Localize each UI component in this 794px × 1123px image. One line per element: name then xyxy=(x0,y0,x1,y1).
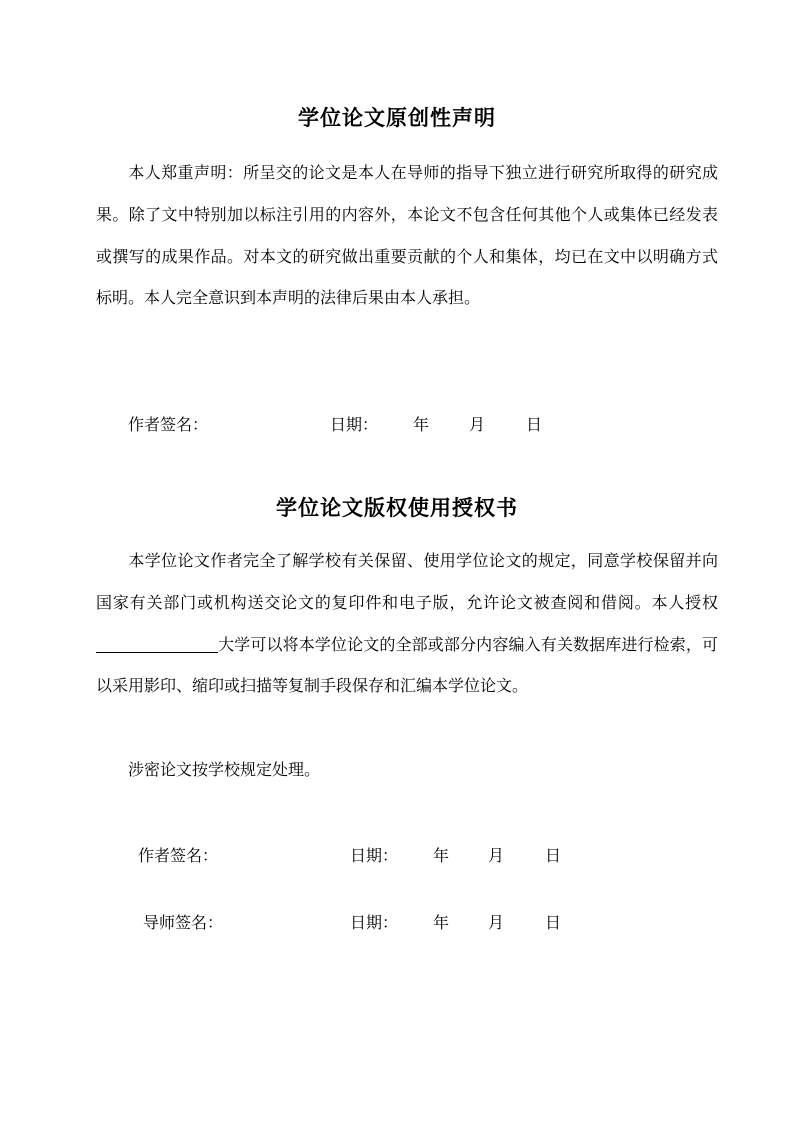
month-label: 月 xyxy=(469,415,486,434)
year-label: 年 xyxy=(413,415,430,434)
declaration-text: 本人郑重声明：所呈交的论文是本人在导师的指导下独立进行研究所取得的研究成果。除了文中特别加以标注引用的内容外，本论文不包含任何其他个人或集体已经发表或撰写的成果作品。对本文的研究做出重要贡献的个人和集体，均已在文中以明确方式标明。本人完全意识到本声明的法律后果由本人承担。 xyxy=(96,163,718,308)
author-signature-label: 作者签名： xyxy=(128,415,209,434)
month-label: 月 xyxy=(488,913,505,932)
month-label: 月 xyxy=(488,846,505,865)
year-label: 年 xyxy=(433,846,450,865)
authorization-text-part2: 大学可以将本学位论文的全部或部分内容编入有关数据库进行检索，可以采用影印、缩印或扫描等复制手段保存和汇编本学位论文。 xyxy=(96,634,718,696)
declaration-body xyxy=(96,152,718,319)
day-label: 日 xyxy=(545,846,562,865)
authorization-author-signature-line xyxy=(0,843,794,865)
day-label: 日 xyxy=(526,415,543,434)
date-label: 日期： xyxy=(350,846,399,865)
university-name-blank[interactable] xyxy=(96,636,218,653)
declaration-signature-line xyxy=(0,412,794,434)
authorization-text-part1: 本学位论文作者完全了解学校有关保留、使用学位论文的规定，同意学校保留并向国家有关部门或机构送交论文的复印件和电子版，允许论文被查阅和借阅。本人授权 xyxy=(96,551,718,612)
authorization-body xyxy=(96,540,718,707)
date-label: 日期： xyxy=(350,913,399,932)
supervisor-signature-label: 导师签名： xyxy=(143,913,224,932)
year-label: 年 xyxy=(433,913,450,932)
supervisor-signature-line xyxy=(0,910,794,932)
declaration-title: 学位论文原创性声明 xyxy=(298,106,496,130)
authorization-title: 学位论文版权使用授权书 xyxy=(276,496,518,520)
author-signature-label: 作者签名： xyxy=(138,846,219,865)
secret-note: 涉密论文按学校规定处理。 xyxy=(128,760,321,779)
date-label: 日期： xyxy=(330,415,379,434)
secret-note-paragraph xyxy=(96,749,718,791)
day-label: 日 xyxy=(545,913,562,932)
